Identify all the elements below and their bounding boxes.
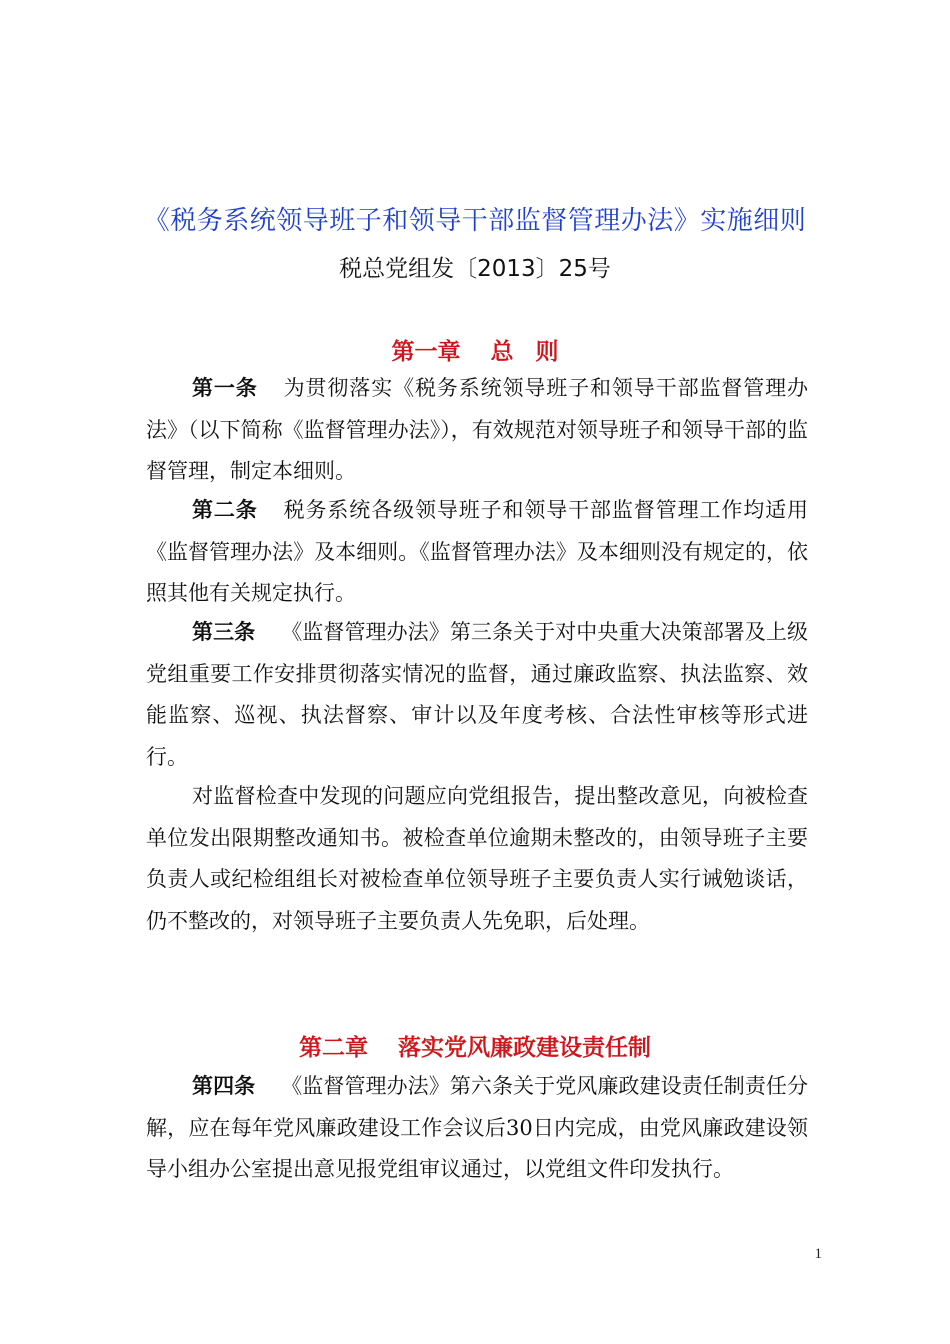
page-number: 1	[814, 1246, 822, 1262]
article-2-label: 第二条	[192, 498, 258, 522]
chapter-2-number: 第二章	[299, 1035, 368, 1061]
document-title: 《税务系统领导班子和领导干部监督管理办法》实施细则	[143, 206, 807, 236]
article-2-text: 税务系统各级领导班子和领导干部监督管理工作均适用《监督管理办法》及本细则。《监督管理办法》及本细则没有规定的，依照其他有关规定执行。	[146, 498, 809, 605]
article-1-text: 为贯彻落实《税务系统领导班子和领导干部监督管理办法》（以下简称《监督管理办法》），有效规范对领导班子和领导干部的监督管理，制定本细则。	[146, 376, 809, 483]
chapter-1-title-part-1: 总	[490, 339, 514, 365]
article-2	[146, 490, 808, 615]
article-4	[146, 1066, 808, 1191]
article-4-label: 第四条	[192, 1074, 256, 1098]
article-4-text: 《监督管理办法》第六条关于党风廉政建设责任制责任分解，应在每年党风廉政建设工作会议后30日内完成，由党风廉政建设领导小组办公室提出意见报党组审议通过，以党组文件印发执行。	[146, 1074, 809, 1181]
article-3-paragraph-2	[146, 776, 808, 942]
document-number: 税总党组发〔2013〕25号	[339, 256, 611, 282]
article-1-label: 第一条	[192, 376, 258, 400]
article-3-text: 《监督管理办法》第三条关于对中央重大决策部署及上级党组重要工作安排贯彻落实情况的监督，通过廉政监察、执法监察、效能监察、巡视、执法督察、审计以及年度考核、合法性审核等形式进行。	[146, 620, 809, 769]
chapter-1-number: 第一章	[391, 339, 461, 365]
paragraph-text: 对监督检查中发现的问题应向党组报告，提出整改意见，向被检查单位发出限期整改通知书。被检查单位逾期未整改的，由领导班子主要负责人或纪检组组长对被检查单位领导班子主要负责人实行诫勉谈话，仍不整改的，对领导班子主要负责人先免职，后处理。	[146, 784, 808, 933]
article-1	[146, 368, 808, 493]
chapter-heading-1	[0, 333, 950, 366]
chapter-1-title-part-2: 则	[535, 339, 559, 365]
article-3	[146, 612, 808, 778]
chapter-2-title: 落实党风廉政建设责任制	[398, 1035, 651, 1061]
chapter-heading-2	[0, 1029, 950, 1062]
article-3-label: 第三条	[192, 620, 256, 644]
